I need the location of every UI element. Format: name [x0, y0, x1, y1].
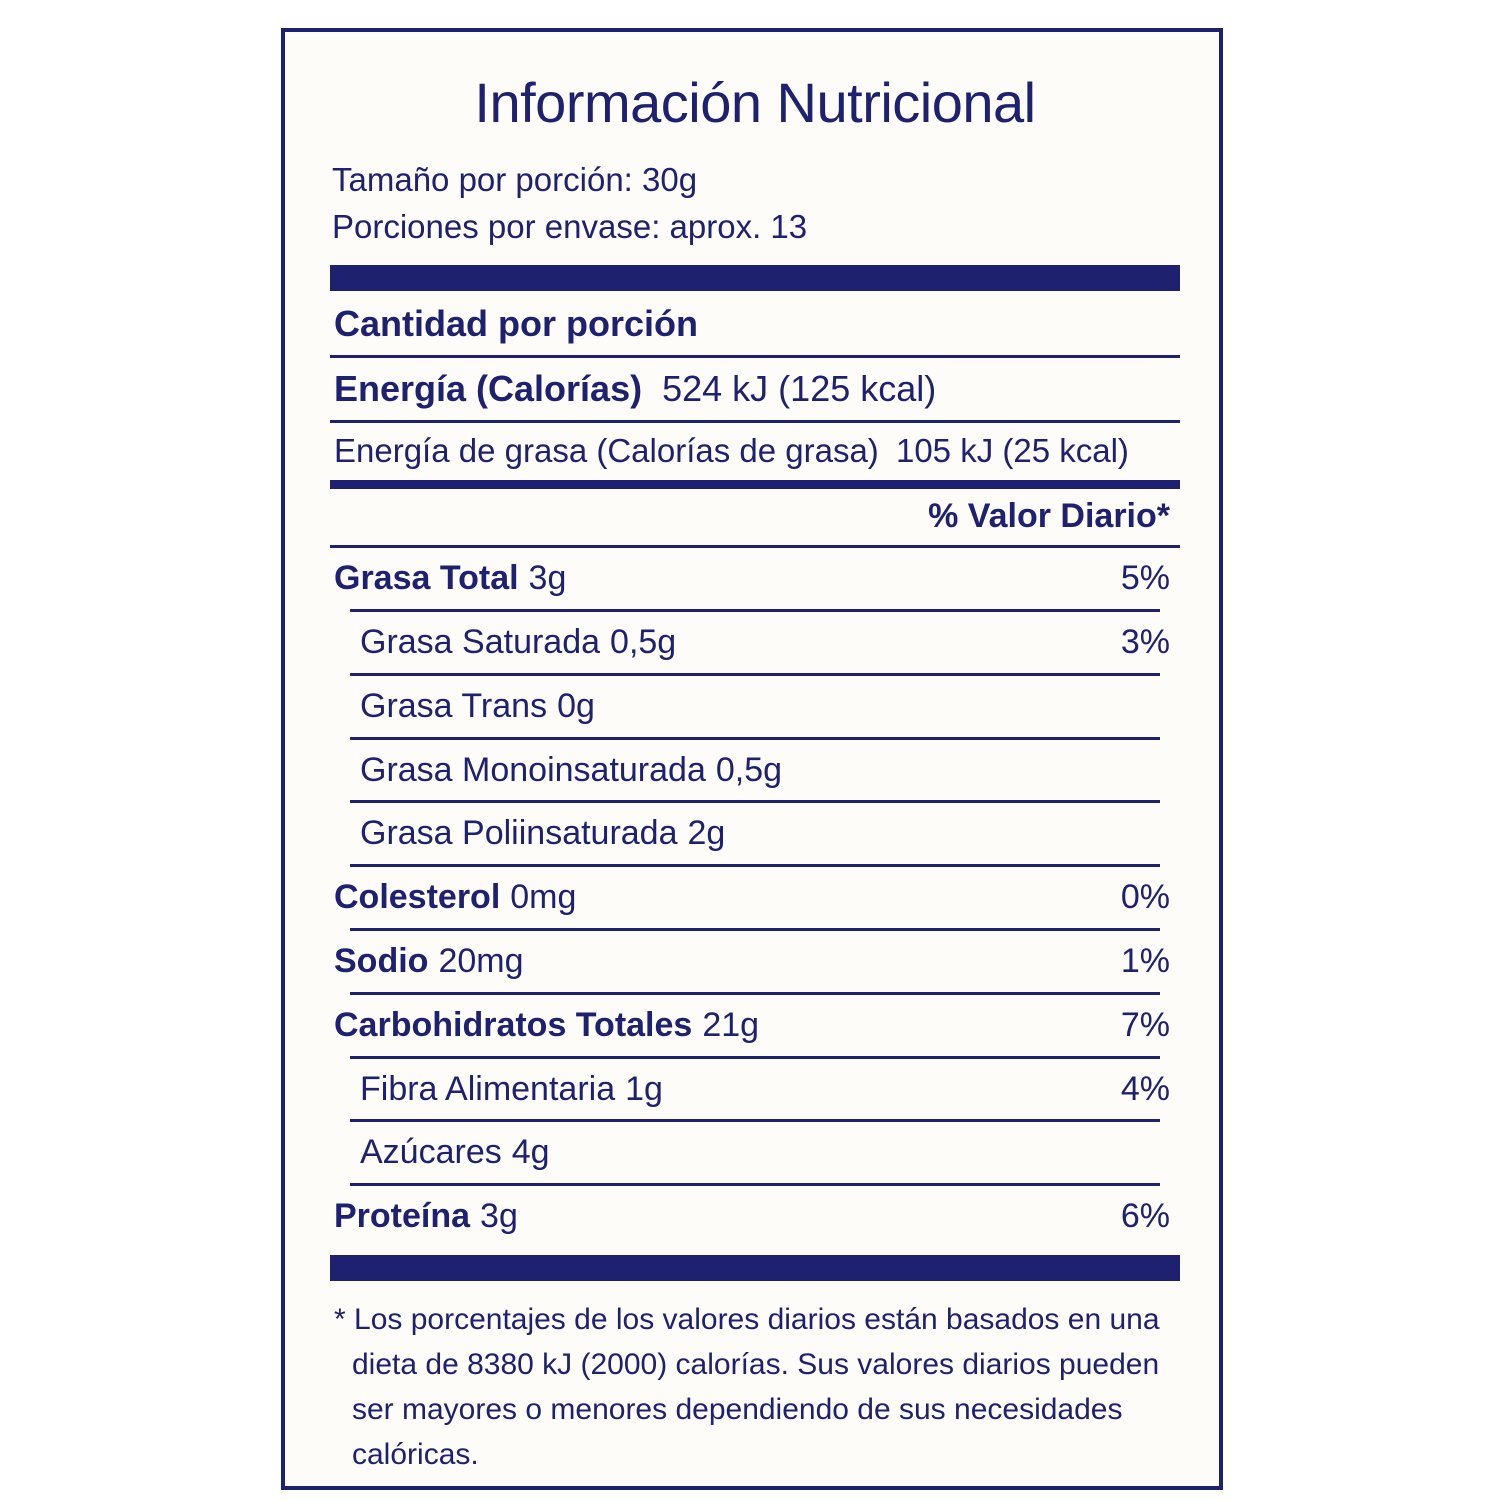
nutrient-left — [334, 1196, 518, 1237]
serving-size-line: Tamaño por porción: 30g — [332, 160, 698, 198]
nutrient-name: Grasa Poliinsaturada — [360, 814, 678, 853]
nutrient-name: Fibra Alimentaria — [360, 1069, 616, 1108]
table-row-proteina — [330, 1186, 1180, 1247]
nutrient-amount: 0mg — [510, 878, 577, 917]
nutrient-name: Proteína — [334, 1197, 471, 1236]
nutrient-amount: 3g — [480, 1197, 518, 1236]
nutrient-amount: 0g — [557, 686, 595, 725]
nutrient-left — [334, 686, 595, 727]
servings-per-container-line: Porciones por envase: aprox. 13 — [332, 208, 808, 246]
nutrition-facts-panel — [281, 28, 1223, 1490]
nutrient-left — [334, 941, 524, 982]
nutrient-name: Grasa Monoinsaturada — [360, 750, 706, 789]
divider-medium-dv — [330, 480, 1180, 489]
nutrient-amount: 2g — [687, 814, 726, 853]
page-title: Información Nutricional — [474, 71, 1036, 134]
nutrient-name: Colesterol — [334, 878, 501, 917]
nutrient-name: Sodio — [334, 942, 429, 981]
energy-from-fat-label: Energía de grasa (Calorías de grasa) — [334, 432, 879, 470]
energy-value: 524 kJ (125 kcal) — [662, 368, 937, 410]
nutrient-rows — [330, 548, 1180, 1247]
nutrient-dv: 6% — [1120, 1197, 1170, 1236]
nutrient-left — [334, 813, 725, 854]
energy-label: Energía (Calorías) — [334, 368, 643, 410]
table-row-grasa-monoinsaturada — [330, 740, 1180, 801]
nutrient-left — [334, 1069, 663, 1110]
nutrient-left — [334, 1132, 550, 1173]
nutrient-amount: 0,5g — [715, 750, 783, 789]
nutrient-amount: 1g — [625, 1069, 663, 1108]
nutrient-name: Grasa Saturada — [360, 623, 601, 662]
table-row-grasa-trans — [330, 676, 1180, 737]
nutrition-facts-content — [310, 52, 1200, 1477]
nutrient-amount: 4g — [511, 1133, 550, 1172]
nutrient-dv: 4% — [1120, 1069, 1170, 1108]
energy-from-fat-row — [330, 423, 1180, 480]
table-row-grasa-total — [330, 548, 1180, 609]
nutrient-left — [334, 750, 782, 791]
divider-thick-top — [330, 265, 1180, 291]
nutrient-amount: 3g — [528, 559, 567, 598]
nutrient-left — [334, 877, 576, 918]
nutrient-name: Azúcares — [360, 1133, 502, 1172]
nutrient-name: Grasa Trans — [360, 686, 548, 725]
nutrient-amount: 20mg — [438, 942, 524, 981]
nutrient-left — [334, 1005, 759, 1046]
energy-row — [330, 358, 1180, 420]
table-row-fibra-alimentaria — [330, 1059, 1180, 1120]
nutrient-name: Grasa Total — [334, 559, 519, 598]
table-row-carbohidratos-totales — [330, 995, 1180, 1056]
nutrient-amount: 0,5g — [610, 623, 677, 662]
table-row-grasa-saturada — [330, 612, 1180, 673]
nutrient-left — [334, 558, 566, 599]
nutrient-name: Carbohidratos Totales — [334, 1005, 693, 1044]
daily-value-header: % Valor Diario* — [928, 497, 1170, 536]
nutrient-dv: 0% — [1120, 878, 1170, 917]
nutrient-left — [334, 622, 676, 663]
nutrient-amount: 21g — [702, 1005, 760, 1044]
nutrient-dv: 5% — [1120, 559, 1170, 598]
nutrient-dv: 7% — [1120, 1005, 1170, 1044]
nutrient-dv: 3% — [1120, 623, 1170, 662]
divider-thick-bottom — [330, 1255, 1180, 1281]
energy-from-fat-value: 105 kJ (25 kcal) — [895, 432, 1129, 470]
nutrient-dv: 1% — [1120, 942, 1170, 981]
table-row-azucares — [330, 1122, 1180, 1183]
table-row-sodio — [330, 931, 1180, 992]
footnote-daily-values: * Los porcentajes de los valores diarios están basados en una dieta de 8380 kJ (2000) calorías. Sus valores diarios pueden ser mayores o menores dependiendo de sus necesidades calóricas. — [334, 1303, 1160, 1472]
table-row-colesterol — [330, 867, 1180, 928]
table-row-grasa-poliinsaturada — [330, 803, 1180, 864]
amount-per-serving-heading: Cantidad por porción — [334, 303, 698, 345]
